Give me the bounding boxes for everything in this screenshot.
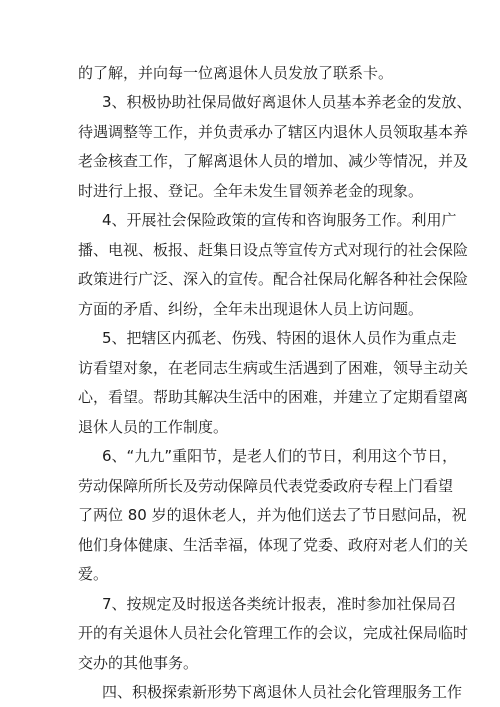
text-line-16: 了两位 80 岁的退休老人，并为他们送去了节日慰问品，祝 [78, 506, 467, 524]
text-line-3: 待遇调整等工作，并负责承办了辖区内退休人员领取基本养 [78, 123, 469, 141]
text-line-5: 时进行上报、登记。全年未发生冒领养老金的现象。 [78, 182, 424, 200]
text-line-1: 的了解，并向每一位离退休人员发放了联系卡。 [78, 64, 394, 82]
text-line-2: 3、积极协助社保局做好离退休人员基本养老金的发放、 [102, 93, 472, 111]
text-line-12: 心，看望。帮助其解决生活中的困难，并建立了定期看望离 [78, 388, 469, 406]
text-line-11: 访看望对象，在老同志生病或生活遇到了困难，领导主动关 [78, 359, 469, 377]
text-line-22: 四、积极探索新形势下离退休人员社会化管理服务工作 [102, 683, 463, 701]
text-line-10: 5、把辖区内孤老、伤残、特困的退休人员作为重点走 [102, 329, 457, 347]
text-line-13: 退休人员的工作制度。 [78, 418, 229, 436]
text-line-19: 7、按规定及时报送各类统计报表，准时参加社保局召 [102, 595, 457, 613]
text-line-14: 6、“九九”重阳节，是老人们的节日，利用这个节日， [102, 447, 458, 465]
text-line-6: 4、开展社会保险政策的宣传和咨询服务工作。利用广 [102, 211, 457, 229]
text-line-4: 老金核查工作，了解离退休人员的增加、减少等情况，并及 [78, 152, 469, 170]
text-line-8: 政策进行广泛、深入的宣传。配合社保局化解各种社会保险 [78, 270, 469, 288]
text-line-17: 他们身体健康、生活幸福，体现了党委、政府对老人们的关 [78, 536, 469, 554]
text-line-20: 开的有关退休人员社会化管理工作的会议，完成社保局临时 [78, 624, 469, 642]
text-line-18: 爱。 [78, 565, 109, 583]
text-line-9: 方面的矛盾、纠纷，全年未出现退休人员上访问题。 [78, 300, 424, 318]
text-line-15: 劳动保障所所长及劳动保障员代表党委政府专程上门看望 [78, 477, 454, 495]
text-line-21: 交办的其他事务。 [78, 654, 199, 672]
text-line-7: 播、电视、板报、赶集日设点等宣传方式对现行的社会保险 [78, 241, 469, 259]
